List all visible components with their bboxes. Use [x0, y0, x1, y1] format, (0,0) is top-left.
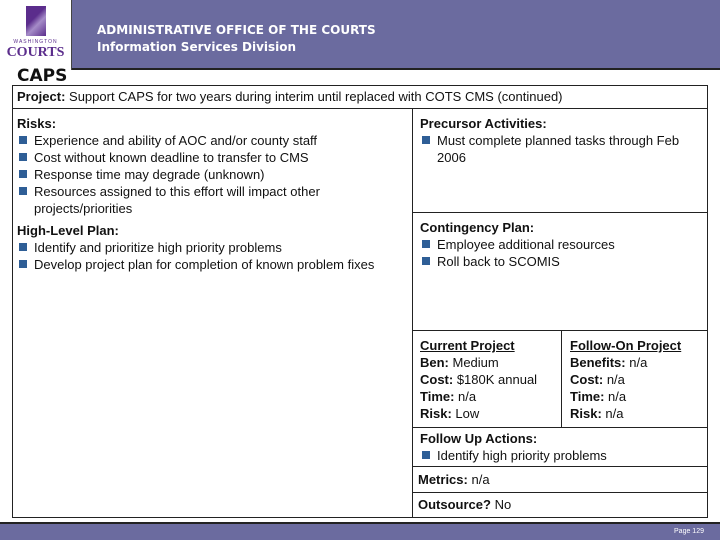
follow-on-heading: Follow-On Project: [570, 338, 682, 353]
field-label: Time:: [420, 389, 455, 404]
plan-label: High-Level Plan:: [17, 223, 119, 238]
plan-list: [17, 239, 408, 273]
project-text: Support CAPS for two years during interim until replaced with COTS CMS (continued): [65, 89, 563, 104]
list-item: Employee additional resources: [420, 236, 700, 253]
outsource-value: No: [490, 497, 512, 512]
field-value: Medium: [448, 355, 499, 370]
metrics-label: Metrics:: [418, 472, 468, 487]
field-label: Cost:: [420, 372, 454, 387]
list-item: Cost without known deadline to transfer to CMS: [17, 149, 408, 166]
current-project-heading: Current Project: [420, 338, 515, 353]
logo-mark-icon: [26, 6, 46, 36]
list-item: Response time may degrade (unknown): [17, 166, 408, 183]
field-value: $180K annual: [453, 372, 538, 387]
project-row: [12, 85, 708, 109]
field-label: Benefits:: [570, 355, 626, 370]
org-line-1: ADMINISTRATIVE OFFICE OF THE COURTS: [97, 23, 376, 37]
follow-on-project-box: [561, 330, 708, 428]
list-item: Identify and prioritize high priority problems: [17, 239, 408, 256]
org-line-2: Information Services Division: [97, 40, 297, 54]
courts-logo: [0, 0, 72, 70]
outsource-label: Outsource?: [418, 497, 491, 512]
metrics-box: [412, 466, 708, 493]
field-label: Time:: [570, 389, 605, 404]
footer-band: [0, 522, 720, 540]
precursor-label: Precursor Activities:: [420, 116, 547, 131]
organization-name: [97, 22, 376, 56]
current-project-box: [412, 330, 562, 428]
field-value: n/a: [601, 406, 624, 421]
precursor-box: [412, 108, 708, 213]
list-item: Must complete planned tasks through Feb 2006: [420, 132, 700, 166]
field-label: Ben:: [420, 355, 449, 370]
page-number: Page 129: [674, 528, 704, 535]
list-item: Roll back to SCOMIS: [420, 253, 700, 270]
risks-list: [17, 132, 408, 217]
left-panel: [12, 108, 413, 518]
list-item: Resources assigned to this effort will impact other projects/priorities: [17, 183, 408, 217]
field-value: n/a: [625, 355, 648, 370]
list-item: Experience and ability of AOC and/or county staff: [17, 132, 408, 149]
logo-text-small: WASHINGTON: [13, 39, 58, 45]
header-band: [0, 0, 720, 70]
list-item: Identify high priority problems: [420, 447, 700, 464]
field-value: n/a: [604, 389, 627, 404]
page-title: CAPS: [17, 66, 68, 86]
field-value: n/a: [603, 372, 625, 387]
field-label: Cost:: [570, 372, 604, 387]
field-label: Risk:: [570, 406, 602, 421]
field-label: Risk:: [420, 406, 452, 421]
contingency-label: Contingency Plan:: [420, 220, 535, 235]
field-value: n/a: [454, 389, 477, 404]
project-label: Project:: [17, 89, 66, 104]
risks-label: Risks:: [17, 116, 57, 131]
follow-up-label: Follow Up Actions:: [420, 431, 538, 446]
list-item: Develop project plan for completion of known problem fixes: [17, 256, 408, 273]
outsource-box: [412, 492, 708, 518]
contingency-box: [412, 212, 708, 331]
metrics-value: n/a: [467, 472, 490, 487]
field-value: Low: [451, 406, 480, 421]
follow-up-box: [412, 427, 708, 467]
logo-text: COURTS: [6, 45, 65, 60]
